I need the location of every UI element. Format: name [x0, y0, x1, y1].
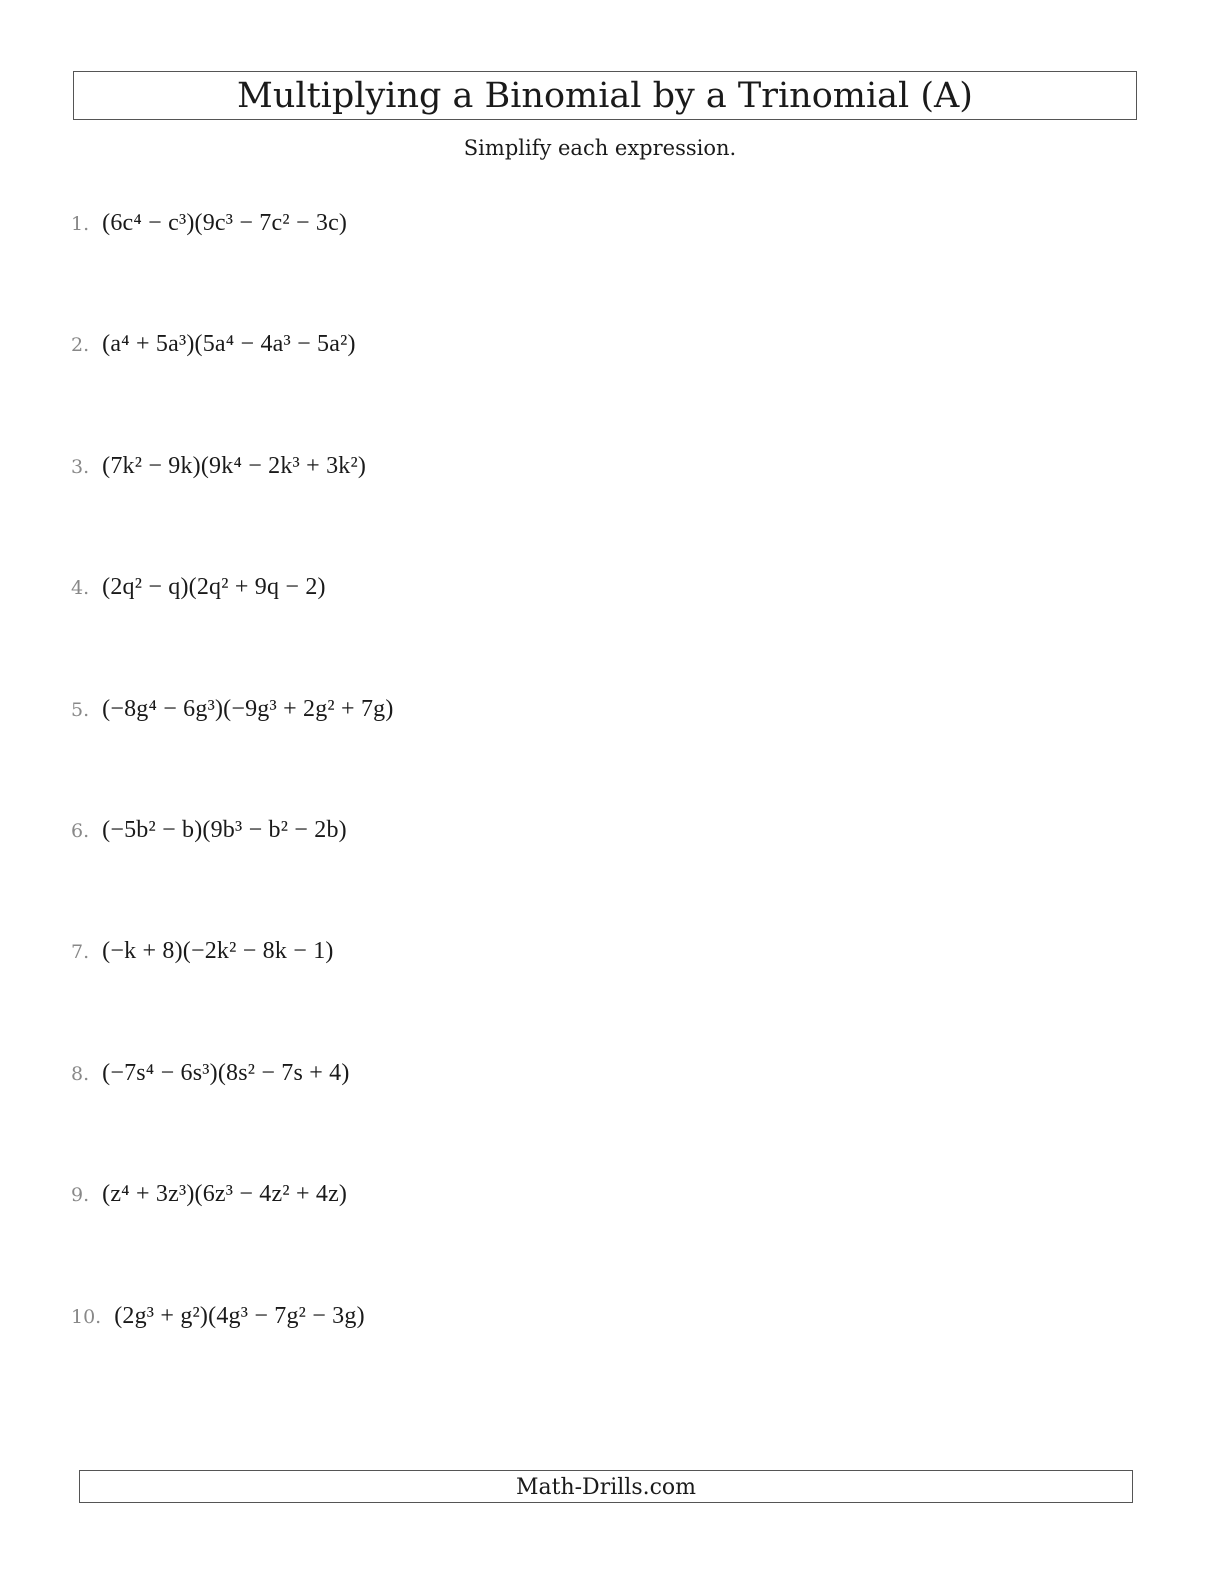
- problem-expression: (−7s⁴ − 6s³)(8s² − 7s + 4): [102, 1060, 350, 1086]
- problem-number: 10.: [71, 1306, 102, 1328]
- problem-item: [71, 331, 356, 381]
- problem-number: 8.: [71, 1063, 90, 1085]
- problem-expression: (z⁴ + 3z³)(6z³ − 4z² + 4z): [102, 1181, 348, 1207]
- footer-box: [79, 1470, 1133, 1503]
- problem-expression: (6c⁴ − c³)(9c³ − 7c² − 3c): [102, 210, 348, 236]
- problem-number: 4.: [71, 577, 90, 599]
- problem-number: 5.: [71, 699, 90, 721]
- problem-number: 7.: [71, 941, 90, 963]
- problem-item: [71, 817, 347, 867]
- problem-item: [71, 938, 334, 988]
- problem-number: 6.: [71, 820, 90, 842]
- problem-item: [71, 574, 326, 624]
- problem-expression: (2g³ + g²)(4g³ − 7g² − 3g): [114, 1303, 365, 1329]
- problem-expression: (−k + 8)(−2k² − 8k − 1): [102, 938, 334, 964]
- problem-item: [71, 1303, 365, 1353]
- instructions: Simplify each expression.: [463, 136, 737, 160]
- worksheet-title: Multiplying a Binomial by a Trinomial (A): [237, 76, 973, 116]
- problem-expression: (7k² − 9k)(9k⁴ − 2k³ + 3k²): [102, 453, 367, 479]
- problem-expression: (a⁴ + 5a³)(5a⁴ − 4a³ − 5a²): [102, 331, 356, 357]
- problem-item: [71, 696, 394, 746]
- problem-number: 1.: [71, 213, 90, 235]
- problem-item: [71, 453, 366, 503]
- problem-number: 3.: [71, 456, 90, 478]
- footer-site-name: Math-Drills.com: [515, 1475, 697, 1500]
- problem-item: [71, 210, 347, 260]
- problem-expression: (−5b² − b)(9b³ − b² − 2b): [102, 817, 347, 843]
- problem-item: [71, 1060, 350, 1110]
- problem-number: 9.: [71, 1184, 90, 1206]
- problem-number: 2.: [71, 334, 90, 356]
- problem-item: [71, 1181, 347, 1231]
- problem-expression: (2q² − q)(2q² + 9q − 2): [102, 574, 326, 600]
- problem-expression: (−8g⁴ − 6g³)(−9g³ + 2g² + 7g): [102, 696, 394, 722]
- title-box: [73, 71, 1137, 120]
